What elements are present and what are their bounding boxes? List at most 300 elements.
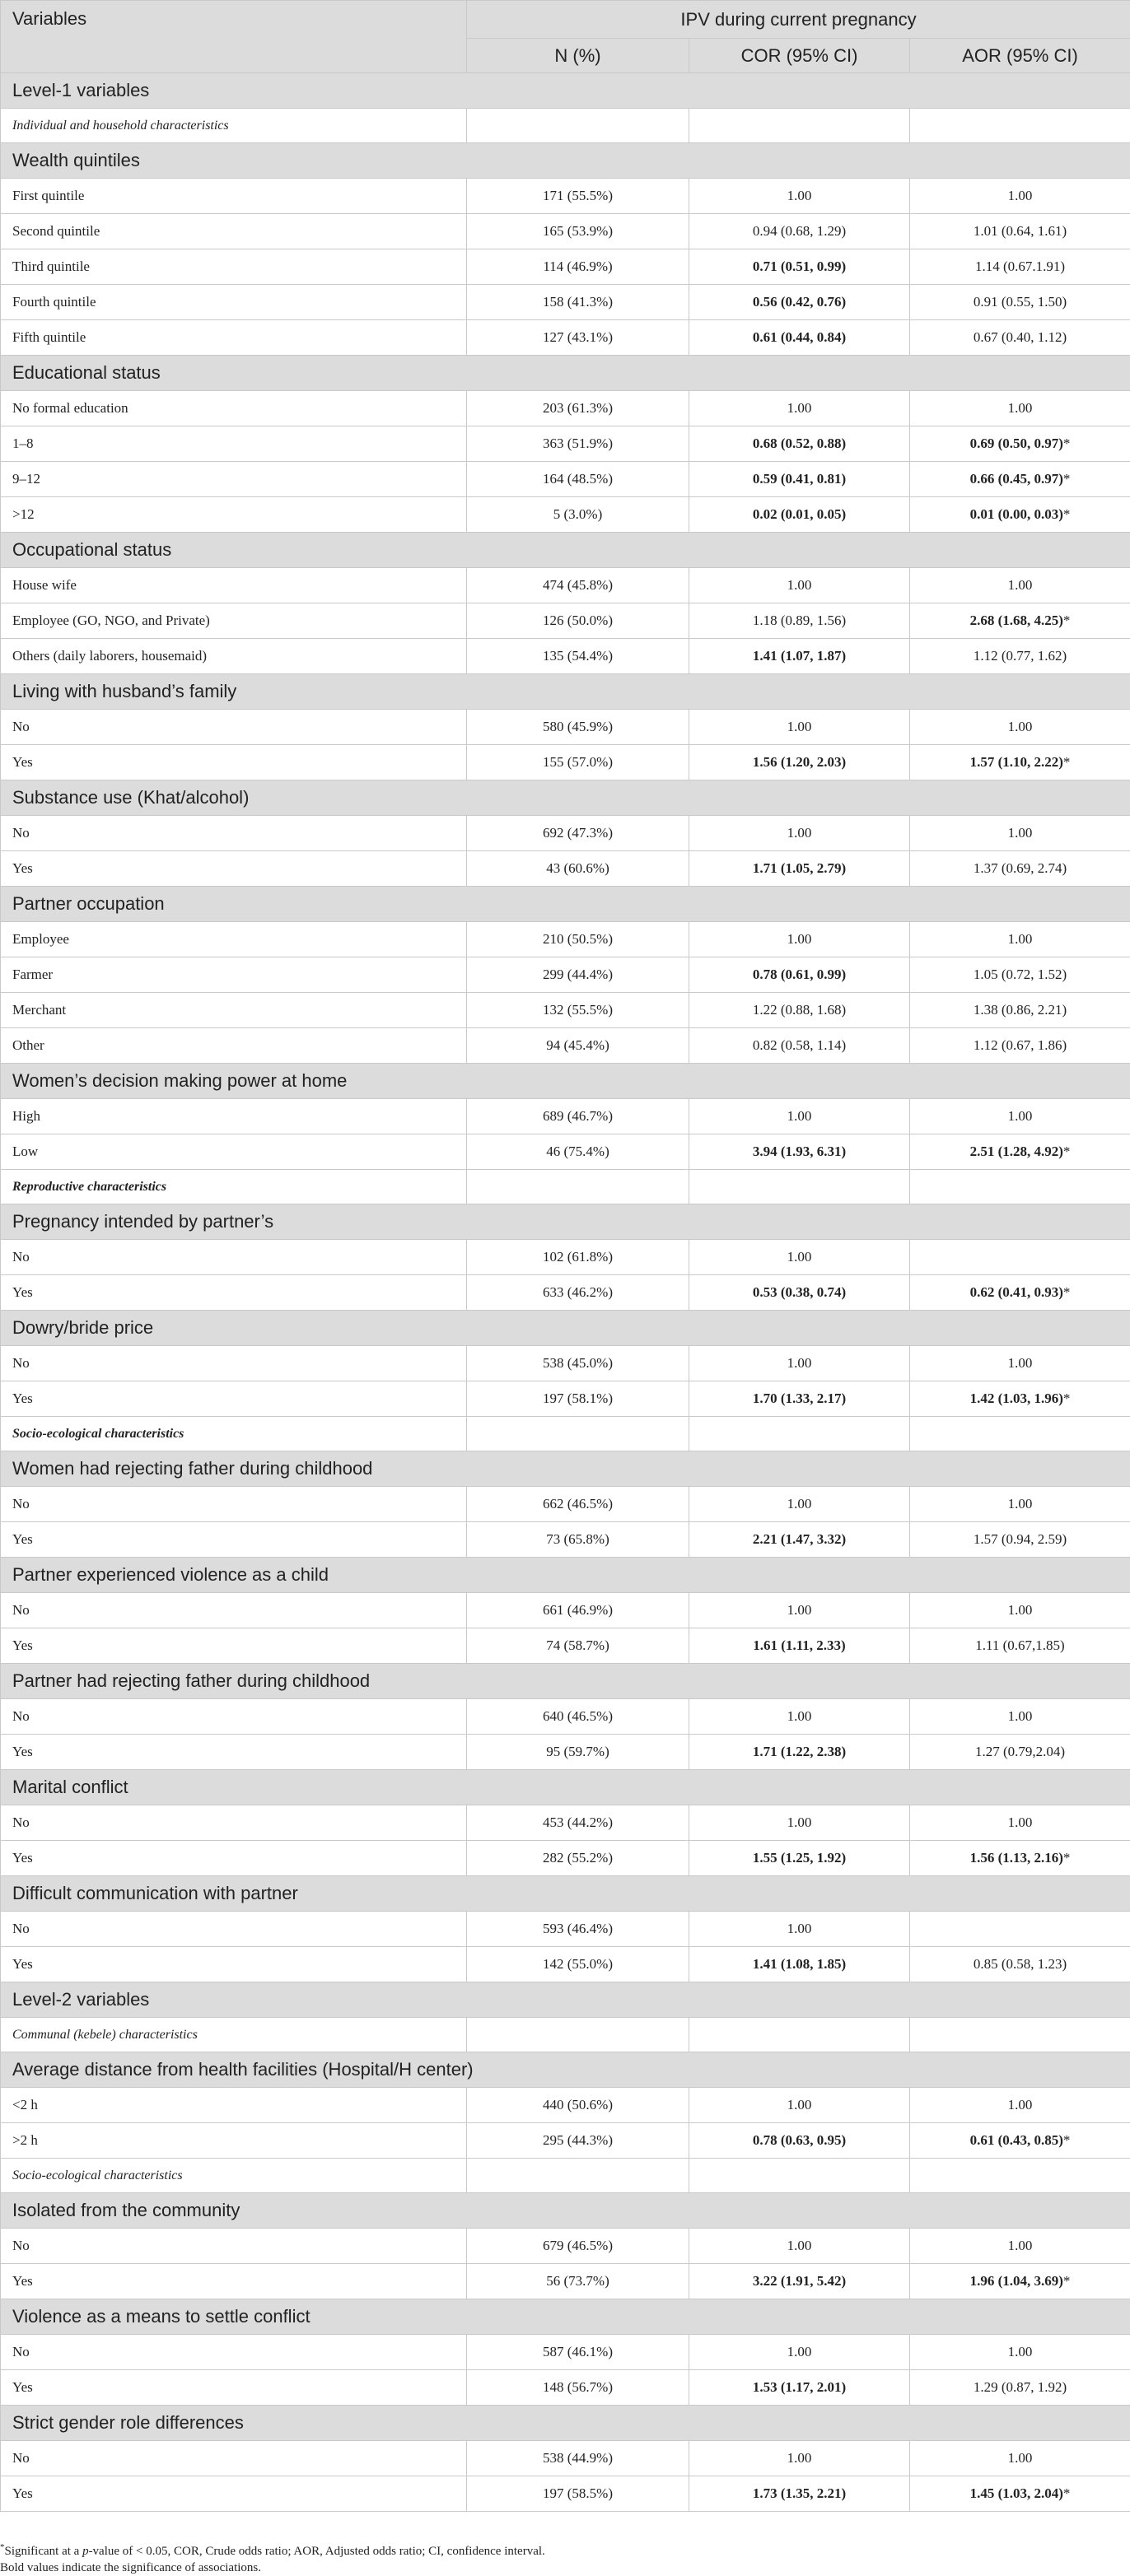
cor-cell (689, 179, 910, 214)
cor-cell (689, 922, 910, 957)
aor-cell-value: 2.68 (1.68, 4.25) (970, 613, 1063, 628)
empty-cell (467, 1417, 689, 1451)
cor-cell-value: 1.00 (787, 2238, 812, 2253)
table-row (1, 1099, 1130, 1134)
table-row (1, 2441, 1130, 2476)
n-percent-cell-value: 440 (50.6%) (543, 2097, 613, 2113)
section-header-row (1, 780, 1130, 816)
table-row (1, 1593, 1130, 1628)
section-header-label: Pregnancy intended by partner’s (1, 1204, 1130, 1240)
empty-cell (910, 2018, 1130, 2052)
cor-cell (689, 639, 910, 674)
n-percent-cell-value: 210 (50.5%) (543, 931, 613, 947)
table-row (1, 462, 1130, 497)
variable-label-value: Low (12, 1144, 38, 1159)
section-header-label: Living with husband’s family (1, 674, 1130, 710)
variable-label-value: Yes (12, 1531, 33, 1547)
section-header-label: Educational status (1, 356, 1130, 391)
aor-cell (910, 2264, 1130, 2299)
n-percent-cell-value: 132 (55.5%) (543, 1002, 613, 1018)
significance-marker: * (1063, 2273, 1071, 2289)
section-header-row (1, 1451, 1130, 1487)
section-header-row (1, 1876, 1130, 1912)
aor-cell (910, 639, 1130, 674)
aor-cell-value: 1.00 (1008, 931, 1033, 947)
n-percent-cell (467, 214, 689, 249)
n-percent-cell-value: 148 (56.7%) (543, 2379, 613, 2395)
cor-cell (689, 2441, 910, 2476)
cor-cell-value: 1.00 (787, 719, 812, 734)
variable-label (1, 1275, 467, 1311)
ipv-group-header: IPV during current pregnancy (467, 1, 1130, 39)
n-percent-cell (467, 603, 689, 639)
aor-cell (910, 1028, 1130, 1064)
aor-cell (910, 1699, 1130, 1735)
aor-cell (910, 1240, 1130, 1275)
aor-cell-value: 1.96 (1.04, 3.69) (970, 2273, 1063, 2289)
aor-cell (910, 1134, 1130, 1170)
cor-cell-value: 1.00 (787, 1814, 812, 1830)
aor-cell-value: 1.37 (0.69, 2.74) (974, 860, 1067, 876)
variable-label (1, 2476, 467, 2512)
empty-cell (467, 1170, 689, 1204)
empty-cell (689, 1170, 910, 1204)
n-percent-cell (467, 1593, 689, 1628)
n-percent-cell-value: 692 (47.3%) (543, 825, 613, 841)
aor-cell (910, 1841, 1130, 1876)
table-row (1, 391, 1130, 426)
cor-cell (689, 957, 910, 993)
aor-cell (910, 957, 1130, 993)
variable-label-value: <2 h (12, 2097, 38, 2113)
section-header-row (1, 73, 1130, 109)
aor-cell (910, 2476, 1130, 2512)
aor-cell (910, 745, 1130, 780)
n-percent-cell (467, 1947, 689, 1982)
variable-label-value: No (12, 2238, 30, 2253)
table-row (1, 639, 1130, 674)
aor-cell (910, 1628, 1130, 1664)
significance-marker: * (1063, 613, 1071, 628)
cor-cell (689, 1134, 910, 1170)
aor-cell (910, 568, 1130, 603)
n-percent-cell (467, 957, 689, 993)
cor-cell-value: 1.00 (787, 188, 812, 203)
n-percent-cell-value: 46 (75.4%) (546, 1144, 609, 1159)
variable-label (1, 1628, 467, 1664)
aor-cell-value: 1.29 (0.87, 1.92) (974, 2379, 1067, 2395)
variable-label (1, 2229, 467, 2264)
n-percent-cell-value: 158 (41.3%) (543, 294, 613, 310)
cor-cell-value: 3.94 (1.93, 6.31) (753, 1144, 846, 1159)
significance-marker: * (1063, 1284, 1071, 1300)
variable-label (1, 1805, 467, 1841)
cor-cell (689, 497, 910, 533)
section-header-label: Level-1 variables (1, 73, 1130, 109)
variable-label-value: No (12, 1496, 30, 1512)
empty-cell (910, 1170, 1130, 1204)
aor-cell (910, 2370, 1130, 2406)
section-header-row (1, 1204, 1130, 1240)
significance-marker: * (1063, 754, 1071, 770)
section-header-label: Wealth quintiles (1, 143, 1130, 179)
n-percent-cell (467, 1134, 689, 1170)
n-percent-cell (467, 2335, 689, 2370)
section-header-label: Women had rejecting father during childhood (1, 1451, 1130, 1487)
n-percent-cell-value: 126 (50.0%) (543, 613, 613, 628)
aor-cell (910, 249, 1130, 285)
cor-cell (689, 2264, 910, 2299)
n-percent-cell (467, 2123, 689, 2159)
variable-label-value: Farmer (12, 967, 53, 982)
variable-label-value: Employee (GO, NGO, and Private) (12, 613, 210, 628)
n-percent-cell-value: 74 (58.7%) (546, 1637, 609, 1653)
n-percent-cell (467, 285, 689, 320)
table-row (1, 2335, 1130, 2370)
cor-cell (689, 1593, 910, 1628)
aor-cell-value: 1.00 (1008, 2238, 1033, 2253)
variable-label (1, 1381, 467, 1417)
variable-label-value: No (12, 1708, 30, 1724)
table-row (1, 2264, 1130, 2299)
cor-cell (689, 391, 910, 426)
table-row (1, 1134, 1130, 1170)
cor-cell (689, 214, 910, 249)
significance-marker: * (1063, 1390, 1071, 1406)
variable-label-value: Yes (12, 2379, 33, 2395)
variable-label (1, 568, 467, 603)
subsection-label: Socio-ecological characteristics (1, 1417, 467, 1451)
aor-cell (910, 1947, 1130, 1982)
aor-cell (910, 391, 1130, 426)
section-header-label: Isolated from the community (1, 2193, 1130, 2229)
variable-label (1, 1735, 467, 1770)
table-row (1, 993, 1130, 1028)
variable-label-value: Yes (12, 1637, 33, 1653)
aor-cell (910, 710, 1130, 745)
aor-cell (910, 320, 1130, 356)
cor-cell-value: 1.00 (787, 1108, 812, 1124)
aor-cell-value: 0.85 (0.58, 1.23) (974, 1956, 1067, 1972)
n-percent-cell-value: 587 (46.1%) (543, 2344, 613, 2359)
aor-cell (910, 851, 1130, 887)
significance-marker: * (1063, 2485, 1071, 2501)
cor-cell-value: 1.41 (1.07, 1.87) (753, 648, 846, 664)
aor-cell-value: 0.66 (0.45, 0.97) (970, 471, 1063, 487)
cor-cell (689, 1735, 910, 1770)
table-row (1, 1699, 1130, 1735)
empty-cell (689, 2018, 910, 2052)
variable-label-value: Yes (12, 1956, 33, 1972)
variable-label (1, 1134, 467, 1170)
n-percent-cell (467, 426, 689, 462)
empty-cell (467, 2018, 689, 2052)
n-percent-cell (467, 2441, 689, 2476)
n-percent-cell-value: 197 (58.5%) (543, 2485, 613, 2501)
cor-cell (689, 745, 910, 780)
aor-cell (910, 497, 1130, 533)
variable-label (1, 1346, 467, 1381)
cor-cell (689, 1275, 910, 1311)
aor-cell-value: 0.61 (0.43, 0.85) (970, 2132, 1063, 2148)
aor-cell-value: 2.51 (1.28, 4.92) (970, 1144, 1063, 1159)
variable-label (1, 603, 467, 639)
n-percent-cell-value: 56 (73.7%) (546, 2273, 609, 2289)
n-percent-cell-value: 127 (43.1%) (543, 329, 613, 345)
cor-cell (689, 2229, 910, 2264)
subsection-label: Socio-ecological characteristics (1, 2159, 467, 2193)
variable-label (1, 851, 467, 887)
aor-cell-value: 1.00 (1008, 2344, 1033, 2359)
n-percent-cell-value: 5 (3.0%) (553, 506, 602, 522)
table-row (1, 1346, 1130, 1381)
n-percent-cell (467, 745, 689, 780)
empty-cell (910, 2159, 1130, 2193)
n-percent-cell (467, 1805, 689, 1841)
cor-cell-value: 3.22 (1.91, 5.42) (753, 2273, 846, 2289)
variable-label (1, 1099, 467, 1134)
variable-label-value: Fifth quintile (12, 329, 86, 345)
aor-cell-value: 0.62 (0.41, 0.93) (970, 1284, 1063, 1300)
significance-marker: * (1063, 436, 1071, 451)
cor-cell (689, 2476, 910, 2512)
section-header-row (1, 1558, 1130, 1593)
variable-label (1, 2264, 467, 2299)
aor-cell-value: 1.00 (1008, 1708, 1033, 1724)
variable-label (1, 1947, 467, 1982)
aor-cell (910, 1346, 1130, 1381)
aor-cell-value: 0.67 (0.40, 1.12) (974, 329, 1067, 345)
table-row (1, 426, 1130, 462)
table-row (1, 1841, 1130, 1876)
aor-cell-value: 1.00 (1008, 2097, 1033, 2113)
n-percent-cell-value: 171 (55.5%) (543, 188, 613, 203)
aor-cell (910, 462, 1130, 497)
variable-label (1, 957, 467, 993)
n-percent-cell (467, 993, 689, 1028)
cor-header: COR (95% CI) (689, 39, 910, 73)
cor-cell-value: 1.00 (787, 825, 812, 841)
section-header-label: Level-2 variables (1, 1982, 1130, 2018)
n-percent-cell-value: 679 (46.5%) (543, 2238, 613, 2253)
aor-cell (910, 1735, 1130, 1770)
variable-label-value: >2 h (12, 2132, 38, 2148)
variable-label-value: Others (daily laborers, housemaid) (12, 648, 207, 664)
cor-cell (689, 1099, 910, 1134)
variable-label (1, 2335, 467, 2370)
table-row (1, 568, 1130, 603)
table-row (1, 1947, 1130, 1982)
variable-label-value: Other (12, 1037, 44, 1053)
cor-cell-value: 1.71 (1.05, 2.79) (753, 860, 846, 876)
n-percent-cell (467, 2264, 689, 2299)
variable-label-value: No (12, 2344, 30, 2359)
cor-cell-value: 0.71 (0.51, 0.99) (753, 259, 846, 274)
n-percent-cell-value: 203 (61.3%) (543, 400, 613, 416)
variable-label-value: No (12, 1814, 30, 1830)
n-percent-cell-value: 197 (58.1%) (543, 1390, 613, 1406)
n-percent-cell (467, 462, 689, 497)
aor-cell-value: 1.00 (1008, 1814, 1033, 1830)
variable-label (1, 2370, 467, 2406)
footnote-significance: *Significant at a p-value of < 0.05, COR, Crude odds ratio; AOR, Adjusted odds ratio; CI, confidence interval. (0, 2543, 1130, 2560)
cor-cell (689, 1381, 910, 1417)
variable-label (1, 462, 467, 497)
variables-header: Variables (1, 1, 467, 73)
variable-label (1, 710, 467, 745)
table-row (1, 1240, 1130, 1275)
aor-cell-value: 1.57 (1.10, 2.22) (970, 754, 1063, 770)
aor-cell-value: 0.01 (0.00, 0.03) (970, 506, 1063, 522)
aor-cell-value: 1.11 (0.67,1.85) (975, 1637, 1064, 1653)
n-percent-cell (467, 816, 689, 851)
n-percent-cell (467, 922, 689, 957)
section-header-row (1, 356, 1130, 391)
table-row (1, 957, 1130, 993)
section-header-label: Occupational status (1, 533, 1130, 568)
n-percent-cell-value: 474 (45.8%) (543, 577, 613, 593)
aor-cell (910, 2441, 1130, 2476)
variable-label (1, 2088, 467, 2123)
variable-label-value: First quintile (12, 188, 84, 203)
n-percent-cell-value: 295 (44.3%) (543, 2132, 613, 2148)
n-percent-cell (467, 2088, 689, 2123)
n-percent-cell-value: 282 (55.2%) (543, 1850, 613, 1866)
aor-cell-value: 0.91 (0.55, 1.50) (974, 294, 1067, 310)
empty-cell (467, 109, 689, 143)
n-percent-cell-value: 689 (46.7%) (543, 1108, 613, 1124)
cor-cell-value: 0.61 (0.44, 0.84) (753, 329, 846, 345)
cor-cell (689, 1487, 910, 1522)
variable-label (1, 1912, 467, 1947)
table-header-row (1, 1, 1130, 39)
table-row (1, 1522, 1130, 1558)
n-percent-cell-value: 299 (44.4%) (543, 967, 613, 982)
aor-cell-value: 1.42 (1.03, 1.96) (970, 1390, 1063, 1406)
n-percent-cell-value: 102 (61.8%) (543, 1249, 613, 1265)
n-percent-cell-value: 43 (60.6%) (546, 860, 609, 876)
aor-cell-value: 1.05 (0.72, 1.52) (974, 967, 1067, 982)
cor-cell (689, 285, 910, 320)
cor-cell (689, 1912, 910, 1947)
variable-label (1, 179, 467, 214)
variable-label-value: 1–8 (12, 436, 34, 451)
section-header-label: Partner had rejecting father during childhood (1, 1664, 1130, 1699)
subsection-label: Communal (kebele) characteristics (1, 2018, 467, 2052)
subsection-label: Individual and household characteristics (1, 109, 467, 143)
cor-cell (689, 1240, 910, 1275)
aor-cell-value: 1.01 (0.64, 1.61) (974, 223, 1067, 239)
section-header-label: Substance use (Khat/alcohol) (1, 780, 1130, 816)
variable-label-value: Yes (12, 1744, 33, 1759)
cor-cell-value: 1.22 (0.88, 1.68) (753, 1002, 846, 1018)
aor-cell-value: 1.56 (1.13, 2.16) (970, 1850, 1063, 1866)
cor-cell (689, 320, 910, 356)
variable-label (1, 1028, 467, 1064)
cor-cell-value: 0.02 (0.01, 0.05) (753, 506, 846, 522)
variable-label-value: Yes (12, 860, 33, 876)
variable-label (1, 993, 467, 1028)
significance-marker: * (1063, 471, 1071, 487)
n-percent-cell (467, 2476, 689, 2512)
n-percent-cell (467, 1028, 689, 1064)
empty-cell (467, 2159, 689, 2193)
subsection-label: Reproductive characteristics (1, 1170, 467, 1204)
section-header-label: Marital conflict (1, 1770, 1130, 1805)
section-header-row (1, 1770, 1130, 1805)
n-percent-cell (467, 1522, 689, 1558)
aor-cell-value: 1.00 (1008, 719, 1033, 734)
cor-cell-value: 1.73 (1.35, 2.21) (753, 2485, 846, 2501)
significance-marker: * (1063, 2132, 1071, 2148)
n-percent-header: N (%) (467, 39, 689, 73)
cor-cell (689, 2088, 910, 2123)
empty-cell (689, 1417, 910, 1451)
n-percent-cell (467, 497, 689, 533)
n-percent-cell-value: 73 (65.8%) (546, 1531, 609, 1547)
table-row (1, 2476, 1130, 2512)
subsection-row (1, 2159, 1130, 2193)
n-percent-cell (467, 391, 689, 426)
cor-cell (689, 993, 910, 1028)
cor-cell-value: 1.00 (787, 400, 812, 416)
cor-cell-value: 0.78 (0.61, 0.99) (753, 967, 846, 982)
variable-label (1, 922, 467, 957)
section-header-row (1, 533, 1130, 568)
aor-cell (910, 603, 1130, 639)
n-percent-cell-value: 538 (44.9%) (543, 2450, 613, 2466)
section-header-row (1, 674, 1130, 710)
cor-cell (689, 1628, 910, 1664)
n-percent-cell (467, 320, 689, 356)
table-row (1, 2123, 1130, 2159)
aor-cell (910, 1099, 1130, 1134)
n-percent-cell-value: 633 (46.2%) (543, 1284, 613, 1300)
section-header-row (1, 1982, 1130, 2018)
aor-cell-value: 1.00 (1008, 825, 1033, 841)
cor-cell-value: 1.00 (787, 1355, 812, 1371)
cor-cell (689, 2370, 910, 2406)
variable-label (1, 2441, 467, 2476)
cor-cell-value: 1.56 (1.20, 2.03) (753, 754, 846, 770)
n-percent-cell (467, 2370, 689, 2406)
section-header-row (1, 887, 1130, 922)
table-footnotes (0, 2543, 1130, 2576)
significance-marker: * (1063, 1144, 1071, 1159)
significance-marker: * (1063, 506, 1071, 522)
subsection-row (1, 1417, 1130, 1451)
variable-label (1, 1699, 467, 1735)
variable-label-value: Yes (12, 1284, 33, 1300)
aor-cell-value: 1.12 (0.67, 1.86) (974, 1037, 1067, 1053)
aor-cell (910, 993, 1130, 1028)
cor-cell-value: 1.00 (787, 2344, 812, 2359)
aor-cell-value: 1.27 (0.79,2.04) (975, 1744, 1065, 1759)
aor-cell-value: 1.00 (1008, 1602, 1033, 1618)
n-percent-cell (467, 249, 689, 285)
footnote-bold: Bold values indicate the significance of associations. (0, 2560, 1130, 2576)
variable-label-value: Fourth quintile (12, 294, 96, 310)
aor-cell (910, 816, 1130, 851)
section-header-label: Women’s decision making power at home (1, 1064, 1130, 1099)
variable-label (1, 426, 467, 462)
cor-cell (689, 816, 910, 851)
cor-cell-value: 0.68 (0.52, 0.88) (753, 436, 846, 451)
cor-cell-value: 1.00 (787, 931, 812, 947)
variable-label (1, 1593, 467, 1628)
n-percent-cell-value: 538 (45.0%) (543, 1355, 613, 1371)
aor-cell (910, 1275, 1130, 1311)
